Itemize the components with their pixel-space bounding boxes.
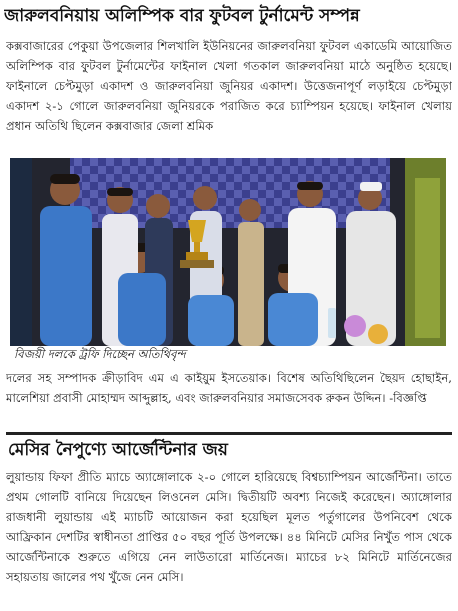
article-body-tournament: কক্সবাজারের পেকুয়া উপজেলার শিলখালি ইউনিয়নের জারুলবনিয়া ফুটবল একাডেমি আয়োজিত অলিম্পিক বার ফুটবল টুর্নামেন্টের ফাইনাল খেলা গতকাল জারুলবনিয়া মাঠে অনুষ্ঠিত হয়েছে। ফাইনালে চেপ্টমুড়া একাদশ ও জারুলবনিয়া জুনিয়র একাদশ। উত্তেজনাপূর্ণ লড়াইয়ে চেপ্টমুড়া একাদশ ২-১ গোলে জারুলবনিয়া জুনিয়রকে পরাজিত করে চ্যাম্পিয়ন হয়েছে। ফাইনাল খেলায় প্রধান অতিথি ছিলেন কক্সবাজার জেলা শ্রমিক: [6, 39, 452, 133]
section-divider: [6, 432, 452, 435]
photo-caption: বিজয়ী দলকে ট্রফি দিচ্ছেন অতিথিবৃন্দ: [14, 347, 186, 361]
headline-messi-argentina: মেসির নৈপুণ্যে আর্জেন্টিনার জয়: [8, 440, 228, 460]
photo-illustration: [10, 158, 446, 346]
article-body-tournament-continued: দলের সহ সম্পাদক ক্রীড়াবিদ এম এ কাইয়ুম ইসতেয়াক। বিশেষ অতিথিছিলেন ছৈয়দ হোছাইন, মালেশিয়া প্রবাসী মোহাম্মদ আব্দুল্লাহ, এবং জারুলবনিয়ার সমাজসেবক রুকন উদ্দিন। -বিজ্ঞপ্তি: [6, 371, 452, 405]
headline-football-tournament: জারুলবনিয়ায় অলিম্পিক বার ফুটবল টুর্নামেন্ট সম্পন্ন: [4, 6, 360, 26]
article-body-argentina: লুয়ান্ডায় ফিফা প্রীতি ম্যাচে অ্যাঙ্গোলাকে ২-০ গোলে হারিয়েছে বিশ্বচ্যাম্পিয়ন আর্জেন্টিনা। তাতে প্রথম গোলটি বানিয়ে দিয়েছেন লিওনেল মেসি। দ্বিতীয়টি অবশ্য নিজেই করেছেন। অ্যাঙ্গোলার রাজধানী লুয়ান্ডায় এই ম্যাচটি আয়োজন করা হয়েছিল মূলত পর্তুগালের উপনিবেশ থেকে আফ্রিকান দেশটির স্বাধীনতা প্রাপ্তির ৫০ বছর পূর্তি উপলক্ষে। ৪৪ মিনিটে মেসির নিখুঁত পাস থেকে আর্জেন্টিনাকে শুরুতে এগিয়ে নেন লাউতারো মার্তিনেজ। ম্যাচের ৮২ মিনিটে মার্তিনেজের সহায়তায় জালের পথ খুঁজে নেন মেসি।: [6, 470, 452, 584]
winning-team-trophy-photo: [10, 158, 446, 346]
